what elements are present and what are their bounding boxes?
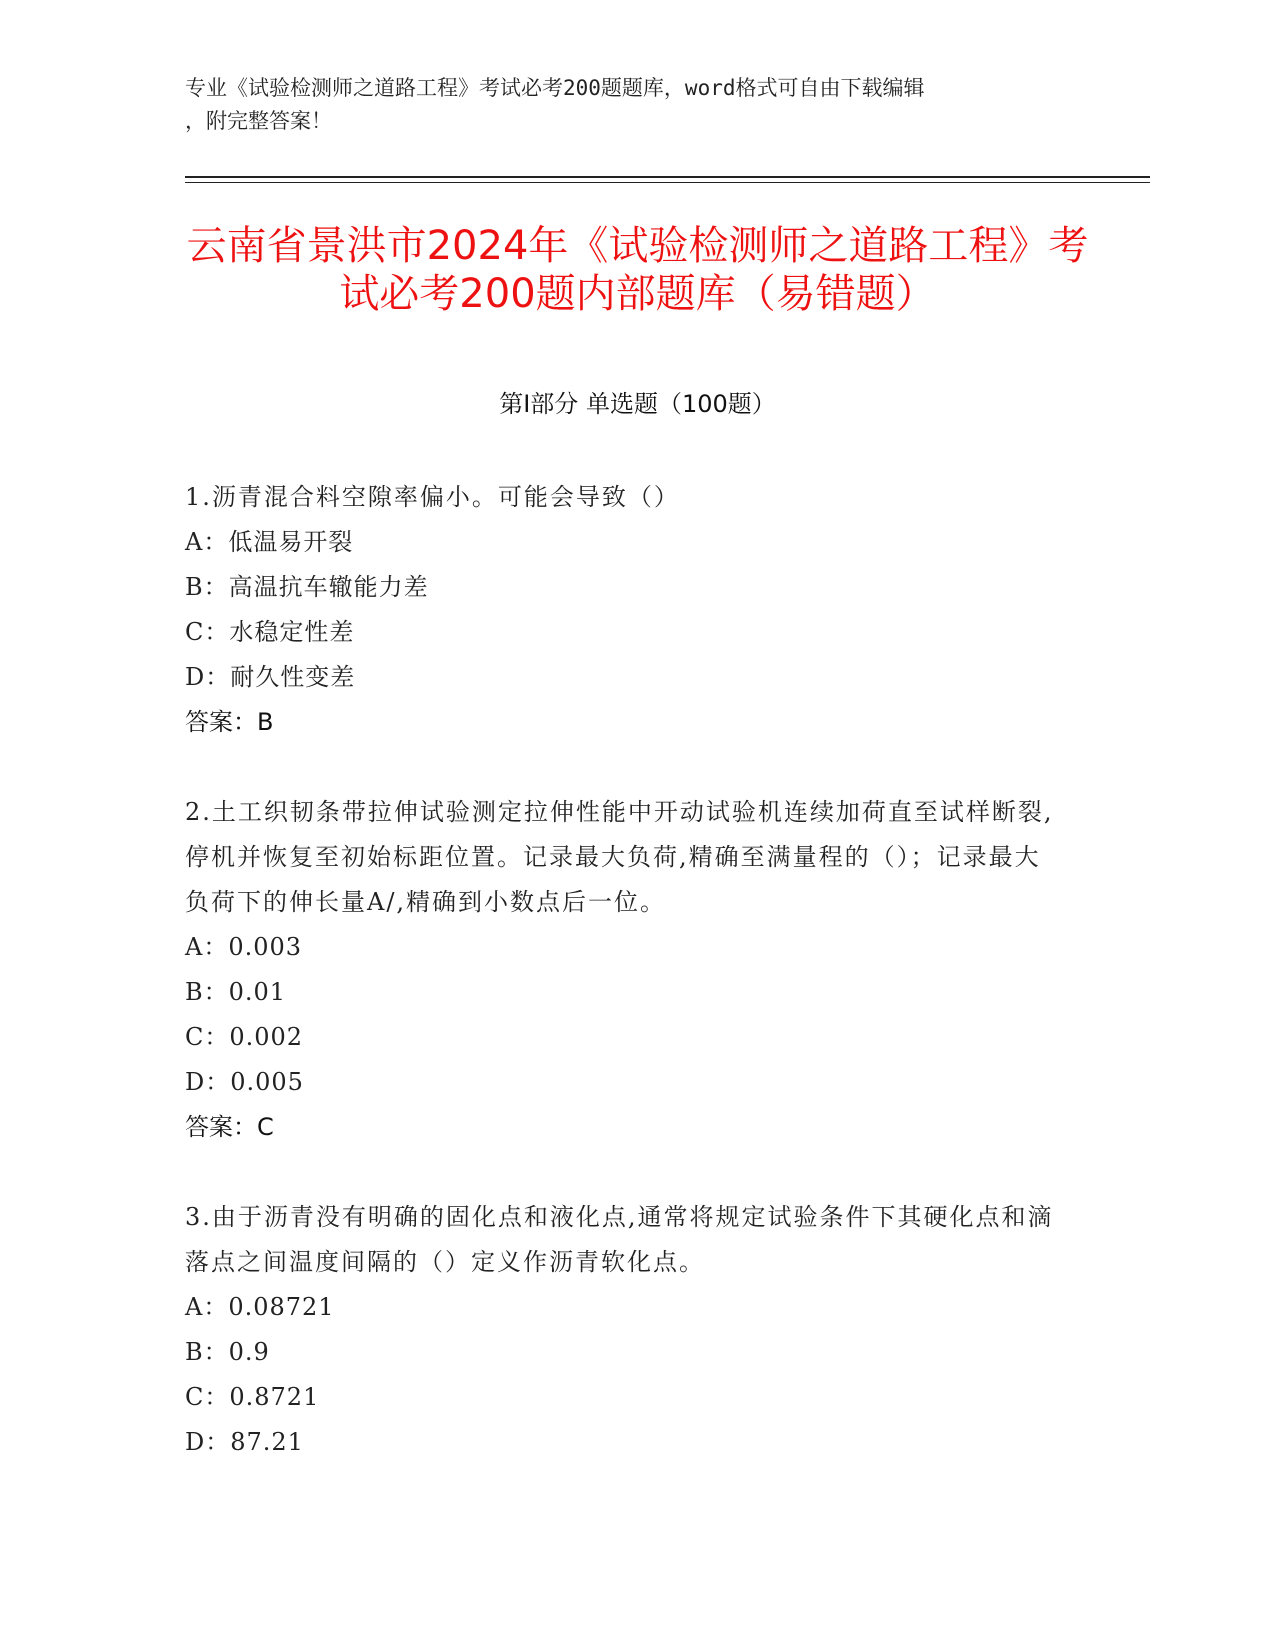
option-d: D：87.21 [185,1428,304,1456]
option-b: B：0.01 [185,978,287,1006]
header-note-line-1: 专业《试验检测师之道路工程》考试必考200题题库，word格式可自由下载编辑 [185,76,925,100]
option-c: C：0.8721 [185,1383,320,1411]
question-stem: 3.由于沥青没有明确的固化点和液化点,通常将规定试验条件下其硬化点和滴落点之间温度间隔的（）定义作沥青软化点。 [185,1203,1054,1276]
option-b: B：高温抗车辙能力差 [185,573,429,601]
option-a: A：低温易开裂 [185,528,354,556]
option-b: B：0.9 [185,1338,270,1366]
question-2 [185,790,1065,1150]
answer: 答案：C [185,1113,274,1141]
question-list [185,475,1065,1465]
option-c: C：0.002 [185,1023,304,1051]
option-d: D：耐久性变差 [185,663,356,691]
question-spacer [185,745,1065,790]
option-d: D：0.005 [185,1068,304,1096]
option-a: A：0.003 [185,933,303,961]
option-a: A：0.08721 [185,1293,335,1321]
answer: 答案：B [185,708,274,736]
header-note-line-2: ，附完整答案！ [185,109,332,133]
question-spacer [185,1150,1065,1195]
header-note [185,72,1065,138]
header-divider-thin [185,182,1150,183]
question-1 [185,475,1065,745]
document-title: 云南省景洪市2024年《试验检测师之道路工程》考试必考200题内部题库（易错题） [186,223,1089,317]
question-stem: 2.土工织韧条带拉伸试验测定拉伸性能中开动试验机连续加荷直至试样断裂,停机并恢复至初始标距位置。记录最大负荷,精确至满量程的（）；记录最大负荷下的伸长量A/,精确到小数点后一位。 [185,798,1054,916]
header-divider-thick [185,176,1150,178]
option-c: C：水稳定性差 [185,618,355,646]
question-stem: 1.沥青混合料空隙率偏小。可能会导致（） [185,483,680,511]
question-3 [185,1195,1065,1465]
section-heading: 第Ⅰ部分 单选题（100题） [499,390,776,418]
